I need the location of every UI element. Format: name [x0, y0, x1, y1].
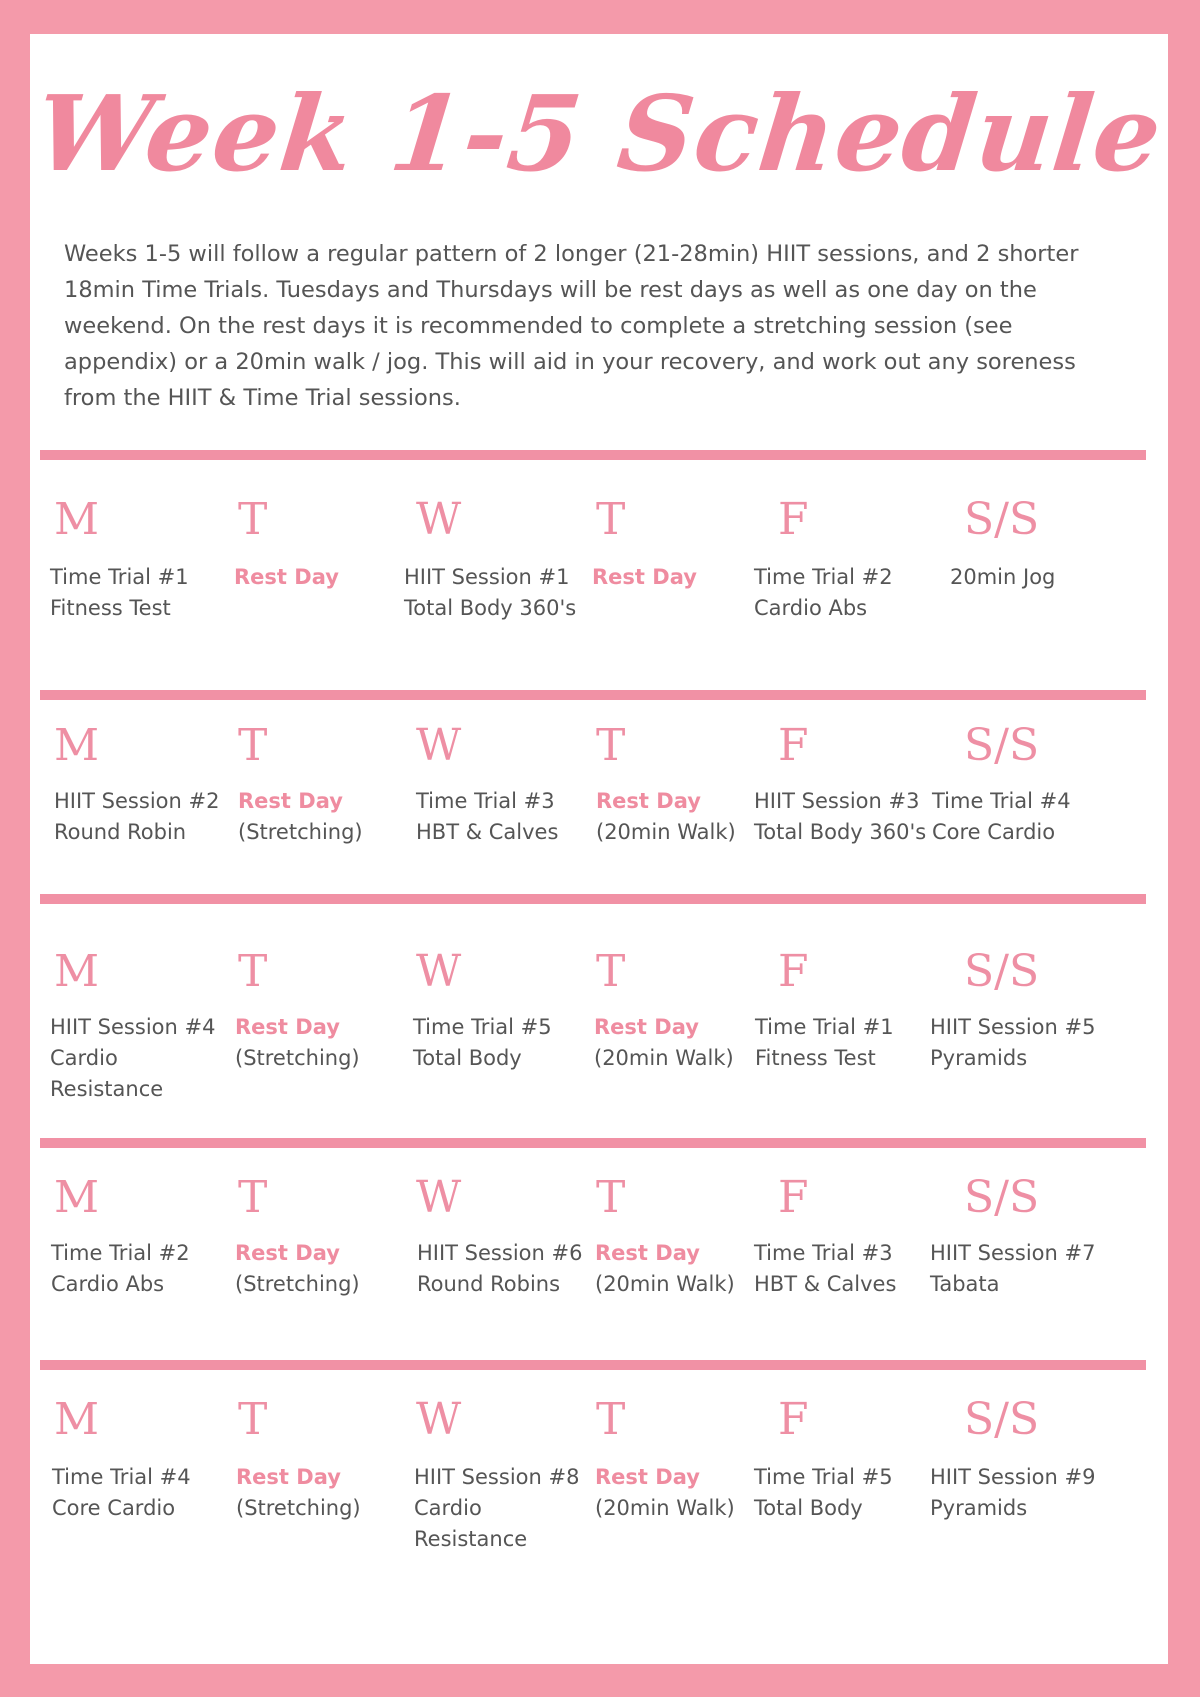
session-text: (Stretching) [235, 1272, 360, 1296]
session-text: Time Trial #5 [754, 1465, 893, 1489]
session-text: Pyramids [930, 1496, 1028, 1520]
session-text: Cardio [50, 1046, 118, 1070]
day-label: S/S [964, 494, 1040, 545]
rest-day-label: Rest Day [596, 789, 701, 813]
day-label: F [778, 1394, 809, 1445]
session-text: HBT & Calves [754, 1272, 897, 1296]
session-text: HIIT Session #4 [50, 1015, 216, 1039]
day-label: W [416, 494, 462, 545]
week-divider [40, 894, 1146, 904]
day-label: F [778, 494, 809, 545]
session-text: Time Trial #2 [51, 1241, 190, 1265]
session-text: HIIT Session #1 [404, 565, 570, 589]
session-text: Fitness Test [50, 596, 171, 620]
session-text: Resistance [50, 1077, 164, 1101]
session-text: Resistance [414, 1527, 528, 1551]
session-text: Pyramids [930, 1046, 1028, 1070]
week-divider [40, 450, 1146, 460]
day-label: W [416, 946, 462, 997]
week-divider [40, 1360, 1146, 1370]
session-text: Time Trial #4 [52, 1465, 191, 1489]
day-label: F [778, 1172, 809, 1223]
rest-day-label: Rest Day [592, 565, 697, 589]
session-text: HIIT Session #5 [930, 1015, 1096, 1039]
session-text: 20min Jog [950, 565, 1056, 589]
session-text: Core Cardio [932, 820, 1056, 844]
intro-paragraph: Weeks 1-5 will follow a regular pattern of 2 longer (21-28min) HIIT sessions, and 2 shorter 18min Time Trials. Tuesdays and Thursdays will be rest days as well as one day on the weekend. On the rest days it is recommended to complete a stretching session (see appendix) or a 20min walk / jog. This will aid in your recovery, and work out any soreness from the HIIT & Time Trial sessions. [64, 241, 1079, 411]
session-text: (Stretching) [235, 1046, 360, 1070]
session-text: Tabata [930, 1272, 1000, 1296]
day-label: M [54, 494, 100, 545]
session-text: Time Trial #5 [413, 1015, 552, 1039]
day-label: M [54, 1172, 100, 1223]
day-label: W [416, 1394, 462, 1445]
day-label: T [238, 494, 268, 545]
session-text: Core Cardio [52, 1496, 176, 1520]
session-text: HIIT Session #3 [754, 789, 920, 813]
day-label: T [238, 1394, 268, 1445]
session-text: HIIT Session #2 [54, 789, 220, 813]
page-title: Week 1-5 Schedule [30, 72, 1168, 195]
week-divider [40, 690, 1146, 700]
day-label: S/S [964, 720, 1040, 771]
session-text: Total Body [413, 1046, 522, 1070]
session-text: Fitness Test [755, 1046, 876, 1070]
session-text: HIIT Session #9 [930, 1465, 1096, 1489]
day-label: W [416, 720, 462, 771]
day-label: M [54, 946, 100, 997]
session-text: HIIT Session #6 [417, 1241, 583, 1265]
day-label: T [596, 1172, 626, 1223]
session-text: Time Trial #2 [754, 565, 893, 589]
day-label: F [778, 720, 809, 771]
day-label: W [416, 1172, 462, 1223]
session-text: Time Trial #3 [416, 789, 555, 813]
day-label: T [596, 494, 626, 545]
day-label: T [596, 720, 626, 771]
day-label: S/S [964, 1394, 1040, 1445]
rest-day-label: Rest Day [235, 1015, 340, 1039]
session-text: HIIT Session #7 [930, 1241, 1096, 1265]
session-text: Total Body 360's [404, 596, 577, 620]
session-text: Cardio Abs [754, 596, 868, 620]
day-label: S/S [964, 946, 1040, 997]
session-text: Round Robins [417, 1272, 561, 1296]
week-divider [40, 1138, 1146, 1148]
session-text: Time Trial #1 [50, 565, 189, 589]
session-text: (Stretching) [238, 820, 363, 844]
session-text: Total Body [754, 1496, 863, 1520]
session-text: Time Trial #1 [755, 1015, 894, 1039]
day-label: M [54, 1394, 100, 1445]
day-label: T [238, 1172, 268, 1223]
session-text: Round Robin [54, 820, 187, 844]
rest-day-label: Rest Day [234, 565, 339, 589]
session-text: Total Body 360's [754, 820, 927, 844]
session-text: Cardio Abs [51, 1272, 165, 1296]
day-label: T [596, 946, 626, 997]
session-text: Cardio [414, 1496, 482, 1520]
session-text: (Stretching) [236, 1496, 361, 1520]
day-label: T [238, 720, 268, 771]
rest-day-label: Rest Day [235, 1241, 340, 1265]
session-text: HIIT Session #8 [414, 1465, 580, 1489]
day-label: M [54, 720, 100, 771]
session-text: (20min Walk) [594, 1046, 734, 1070]
session-text: (20min Walk) [596, 820, 736, 844]
session-text: (20min Walk) [595, 1272, 735, 1296]
rest-day-label: Rest Day [595, 1241, 700, 1265]
session-text: HBT & Calves [416, 820, 559, 844]
rest-day-label: Rest Day [236, 1465, 341, 1489]
rest-day-label: Rest Day [594, 1015, 699, 1039]
rest-day-label: Rest Day [238, 789, 343, 813]
day-label: T [238, 946, 268, 997]
day-label: F [778, 946, 809, 997]
day-label: T [596, 1394, 626, 1445]
rest-day-label: Rest Day [595, 1465, 700, 1489]
session-text: Time Trial #4 [932, 789, 1071, 813]
day-label: S/S [964, 1172, 1040, 1223]
session-text: Time Trial #3 [754, 1241, 893, 1265]
schedule-page [30, 34, 1168, 1664]
session-text: (20min Walk) [595, 1496, 735, 1520]
